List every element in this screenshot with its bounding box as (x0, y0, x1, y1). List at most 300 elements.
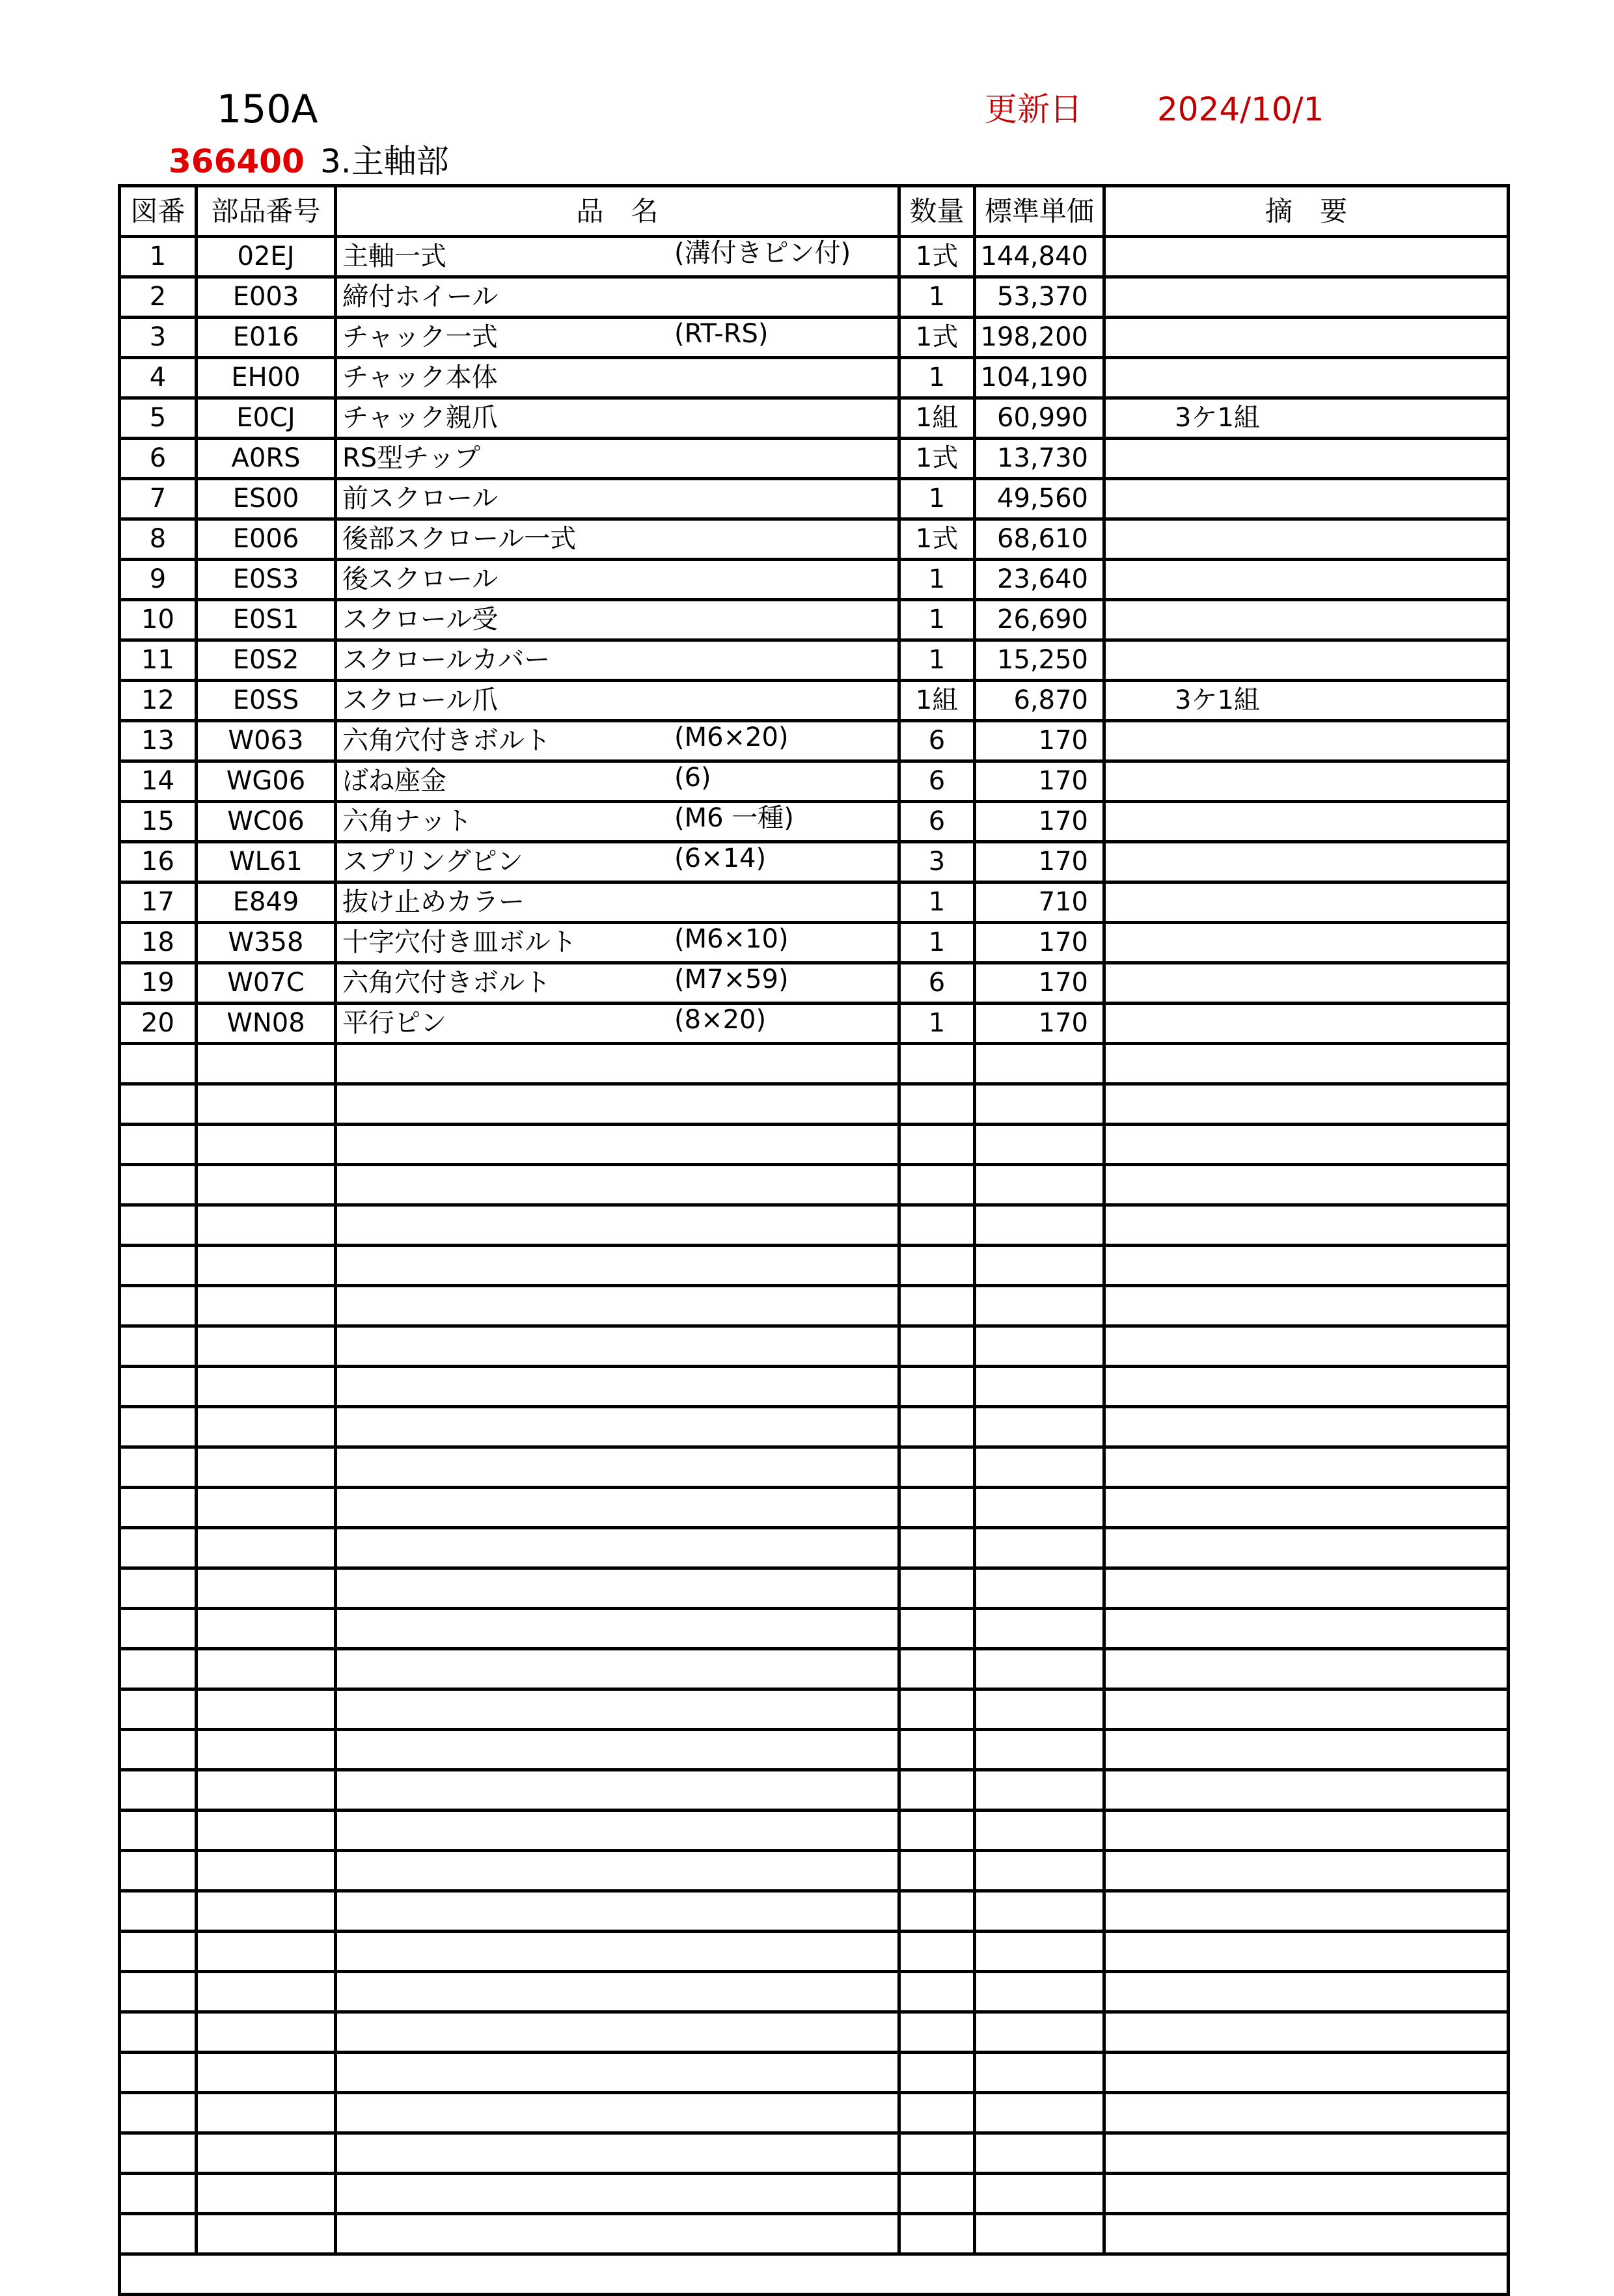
table-row (120, 1770, 1509, 1811)
item-name-cell (336, 1609, 899, 1649)
remarks-cell (1104, 2093, 1509, 2133)
part-number-cell (197, 1932, 336, 1972)
quantity-cell: 1式 (899, 519, 975, 560)
quantity-cell (899, 1851, 975, 1891)
part-number-cell (197, 2214, 336, 2254)
quantity-cell: 1組 (899, 398, 975, 439)
table-row (120, 1528, 1509, 1568)
remarks-cell (1104, 519, 1509, 560)
item-name-cell (336, 1125, 899, 1165)
part-number-cell (197, 1972, 336, 2012)
standard-price-cell (975, 1609, 1104, 1649)
standard-price-cell: 49,560 (975, 479, 1104, 519)
part-number-cell (197, 2174, 336, 2214)
remarks-cell (1104, 1811, 1509, 1851)
table-row (120, 1205, 1509, 1246)
quantity-cell: 6 (899, 761, 975, 802)
standard-price-cell: 60,990 (975, 398, 1104, 439)
figure-no-cell (120, 1286, 197, 1326)
table-row (120, 1488, 1509, 1528)
quantity-cell (899, 1730, 975, 1770)
table-row (120, 1972, 1509, 2012)
standard-price-cell (975, 2093, 1104, 2133)
figure-no-cell: 3 (120, 318, 197, 358)
item-name: チャック本体 (342, 362, 498, 392)
part-number-cell: WN08 (197, 1004, 336, 1044)
item-spec: (6) (674, 763, 711, 793)
table-row (120, 237, 1509, 277)
quantity-cell (899, 1044, 975, 1084)
table-row (120, 2133, 1509, 2174)
quantity-cell (899, 1125, 975, 1165)
figure-no-cell (120, 2012, 197, 2053)
part-number-cell (197, 1125, 336, 1165)
table-row (120, 2174, 1509, 2214)
part-number-cell: 02EJ (197, 237, 336, 277)
item-spec: (M6×20) (674, 722, 789, 752)
table-row (120, 1609, 1509, 1649)
standard-price-cell: 710 (975, 882, 1104, 923)
standard-price-cell: 170 (975, 802, 1104, 842)
part-number-cell: A0RS (197, 439, 336, 479)
figure-no-cell (120, 1367, 197, 1407)
remarks-cell (1104, 2214, 1509, 2254)
header-part-number: 部品番号 (197, 186, 336, 237)
remarks-cell (1104, 237, 1509, 277)
figure-no-cell (120, 1125, 197, 1165)
part-number-cell (197, 2093, 336, 2133)
figure-no-cell: 6 (120, 439, 197, 479)
item-name-cell (336, 1084, 899, 1125)
item-name-cell (336, 1004, 899, 1044)
part-number-cell (197, 1407, 336, 1447)
item-spec: (6×14) (674, 843, 767, 873)
standard-price-cell (975, 1568, 1104, 1609)
table-row (120, 2053, 1509, 2093)
quantity-cell (899, 2053, 975, 2093)
quantity-cell (899, 1447, 975, 1488)
quantity-cell (899, 1488, 975, 1528)
quantity-cell (899, 1326, 975, 1367)
remarks-cell (1104, 1326, 1509, 1367)
figure-no-cell (120, 1165, 197, 1205)
item-name: ばね座金 (342, 766, 446, 796)
item-name-cell (336, 842, 899, 882)
table-row (120, 1891, 1509, 1932)
model-name: 150A (217, 87, 318, 132)
item-name-cell (336, 2093, 899, 2133)
remarks-cell (1104, 2133, 1509, 2174)
part-number-cell (197, 1165, 336, 1205)
item-name: 六角穴付きボルト (342, 968, 551, 998)
item-name: 十字穴付き皿ボルト (342, 927, 577, 957)
figure-no-cell (120, 2174, 197, 2214)
quantity-cell (899, 1811, 975, 1851)
item-name: 後スクロール (342, 564, 499, 594)
standard-price-cell: 26,690 (975, 600, 1104, 640)
quantity-cell (899, 1689, 975, 1730)
item-name-cell (336, 1770, 899, 1811)
part-number-cell (197, 1609, 336, 1649)
item-name-cell (336, 882, 899, 923)
figure-no-cell: 20 (120, 1004, 197, 1044)
remarks-cell (1104, 1770, 1509, 1811)
standard-price-cell (975, 1165, 1104, 1205)
part-number-cell (197, 2053, 336, 2093)
remarks-cell (1104, 721, 1509, 761)
standard-price-cell (975, 1044, 1104, 1084)
standard-price-cell (975, 1972, 1104, 2012)
remarks-cell (1104, 640, 1509, 681)
item-name: スプリングピン (342, 847, 523, 877)
item-name-cell (336, 721, 899, 761)
item-name-cell (336, 1528, 899, 1568)
standard-price-cell: 144,840 (975, 237, 1104, 277)
figure-no-cell (120, 1528, 197, 1568)
quantity-cell (899, 1972, 975, 2012)
table-row (120, 398, 1509, 439)
quantity-cell (899, 1084, 975, 1125)
remarks-cell (1104, 1528, 1509, 1568)
figure-no-cell (120, 1609, 197, 1649)
item-name-cell (336, 1568, 899, 1609)
remarks-cell (1104, 1891, 1509, 1932)
part-number-cell: E0SS (197, 681, 336, 721)
item-name-cell (336, 560, 899, 600)
parts-code: 366400 (169, 143, 305, 180)
figure-no-cell (120, 1770, 197, 1811)
table-row (120, 1165, 1509, 1205)
table-row (120, 600, 1509, 640)
item-name-cell (336, 2012, 899, 2053)
standard-price-cell (975, 1851, 1104, 1891)
table-row (120, 439, 1509, 479)
figure-no-cell (120, 1205, 197, 1246)
part-number-cell: W07C (197, 963, 336, 1004)
item-name-cell (336, 1367, 899, 1407)
item-name-cell (336, 681, 899, 721)
part-number-cell (197, 1568, 336, 1609)
quantity-cell: 1 (899, 479, 975, 519)
item-name: スクロール爪 (342, 685, 499, 715)
table-footer-cell (120, 2254, 1509, 2295)
item-spec: (8×20) (674, 1005, 767, 1035)
figure-no-cell: 10 (120, 600, 197, 640)
item-name-cell (336, 802, 899, 842)
quantity-cell (899, 2133, 975, 2174)
item-name-cell (336, 318, 899, 358)
standard-price-cell: 170 (975, 923, 1104, 963)
table-row (120, 1004, 1509, 1044)
remarks-cell (1104, 2012, 1509, 2053)
remarks-cell (1104, 1730, 1509, 1770)
table-row (120, 1811, 1509, 1851)
part-number-cell (197, 1689, 336, 1730)
quantity-cell (899, 2093, 975, 2133)
part-number-cell (197, 1488, 336, 1528)
part-number-cell: W063 (197, 721, 336, 761)
quantity-cell (899, 1367, 975, 1407)
remarks-cell (1104, 1407, 1509, 1447)
remarks-cell: 3ケ1組 (1104, 681, 1509, 721)
figure-no-cell (120, 1689, 197, 1730)
remarks-cell (1104, 439, 1509, 479)
item-spec: (M6 一種) (674, 803, 794, 833)
item-name: スクロールカバー (342, 645, 551, 675)
item-name-cell (336, 923, 899, 963)
quantity-cell: 1 (899, 882, 975, 923)
item-name-cell (336, 1851, 899, 1891)
figure-no-cell (120, 1407, 197, 1447)
item-name-cell (336, 1649, 899, 1689)
remarks-cell (1104, 600, 1509, 640)
item-name-cell (336, 963, 899, 1004)
remarks-cell (1104, 1447, 1509, 1488)
part-number-cell (197, 1286, 336, 1326)
figure-no-cell (120, 1649, 197, 1689)
item-name-cell (336, 277, 899, 318)
quantity-cell (899, 1165, 975, 1205)
item-name-cell (336, 640, 899, 681)
table-row (120, 479, 1509, 519)
remarks-cell (1104, 1004, 1509, 1044)
standard-price-cell: 170 (975, 761, 1104, 802)
remarks-cell (1104, 1488, 1509, 1528)
table-row (120, 1649, 1509, 1689)
item-name-cell (336, 1286, 899, 1326)
quantity-cell: 1式 (899, 318, 975, 358)
table-row (120, 721, 1509, 761)
item-name-cell (336, 2174, 899, 2214)
table-row (120, 318, 1509, 358)
remarks-cell (1104, 1649, 1509, 1689)
header-standard-price: 標準単価 (975, 186, 1104, 237)
table-row (120, 1730, 1509, 1770)
item-name-cell (336, 2133, 899, 2174)
part-number-cell: E0CJ (197, 398, 336, 439)
item-spec: (M7×59) (674, 964, 789, 994)
table-row (120, 923, 1509, 963)
standard-price-cell: 15,250 (975, 640, 1104, 681)
item-spec: (溝付きピン付) (674, 238, 851, 268)
header-remarks: 摘 要 (1104, 186, 1509, 237)
item-name: チャック親爪 (342, 403, 498, 433)
item-name-cell (336, 1407, 899, 1447)
part-number-cell (197, 2133, 336, 2174)
part-number-cell: WG06 (197, 761, 336, 802)
quantity-cell (899, 2012, 975, 2053)
part-number-cell: E003 (197, 277, 336, 318)
standard-price-cell (975, 2214, 1104, 2254)
remarks-cell (1104, 2053, 1509, 2093)
standard-price-cell: 170 (975, 1004, 1104, 1044)
header-item-name: 品 名 (336, 186, 899, 237)
quantity-cell: 1式 (899, 439, 975, 479)
part-number-cell (197, 1851, 336, 1891)
figure-no-cell (120, 1932, 197, 1972)
part-number-cell: W358 (197, 923, 336, 963)
remarks-cell (1104, 1689, 1509, 1730)
table-row (120, 1125, 1509, 1165)
figure-no-cell (120, 1972, 197, 2012)
standard-price-cell: 170 (975, 721, 1104, 761)
part-number-cell: E006 (197, 519, 336, 560)
remarks-cell (1104, 318, 1509, 358)
table-row (120, 519, 1509, 560)
quantity-cell (899, 1528, 975, 1568)
header-figure-no: 図番 (120, 186, 197, 237)
remarks-cell: 3ケ1組 (1104, 398, 1509, 439)
table-row (120, 963, 1509, 1004)
figure-no-cell: 15 (120, 802, 197, 842)
item-name: スクロール受 (342, 605, 499, 635)
part-number-cell (197, 1044, 336, 1084)
quantity-cell (899, 1770, 975, 1811)
item-name: 前スクロール (342, 484, 499, 513)
figure-no-cell: 18 (120, 923, 197, 963)
quantity-cell: 1 (899, 640, 975, 681)
figure-no-cell (120, 1246, 197, 1286)
figure-no-cell (120, 2053, 197, 2093)
quantity-cell: 1 (899, 923, 975, 963)
figure-no-cell: 16 (120, 842, 197, 882)
table-row (120, 2093, 1509, 2133)
standard-price-cell (975, 2174, 1104, 2214)
standard-price-cell (975, 1649, 1104, 1689)
part-number-cell (197, 1770, 336, 1811)
quantity-cell (899, 2174, 975, 2214)
item-name-cell (336, 600, 899, 640)
quantity-cell: 1 (899, 600, 975, 640)
standard-price-cell (975, 1932, 1104, 1972)
table-row (120, 1367, 1509, 1407)
part-number-cell: E0S3 (197, 560, 336, 600)
figure-no-cell (120, 1447, 197, 1488)
item-name: RS型チップ (342, 443, 480, 473)
header-quantity: 数量 (899, 186, 975, 237)
part-number-cell (197, 2012, 336, 2053)
standard-price-cell: 23,640 (975, 560, 1104, 600)
table-row (120, 1044, 1509, 1084)
part-number-cell (197, 1326, 336, 1367)
table-row (120, 277, 1509, 318)
standard-price-cell: 13,730 (975, 439, 1104, 479)
remarks-cell (1104, 1044, 1509, 1084)
item-name-cell (336, 1165, 899, 1205)
part-number-cell: E849 (197, 882, 336, 923)
standard-price-cell: 170 (975, 963, 1104, 1004)
table-row (120, 358, 1509, 398)
standard-price-cell (975, 1367, 1104, 1407)
figure-no-cell (120, 1488, 197, 1528)
table-row (120, 1286, 1509, 1326)
standard-price-cell: 68,610 (975, 519, 1104, 560)
standard-price-cell: 53,370 (975, 277, 1104, 318)
item-name-cell (336, 398, 899, 439)
item-name: 六角ナット (342, 806, 472, 836)
remarks-cell (1104, 1851, 1509, 1891)
figure-no-cell (120, 2093, 197, 2133)
remarks-cell (1104, 1568, 1509, 1609)
update-date: 2024/10/1 (1157, 90, 1324, 128)
table-row (120, 1851, 1509, 1891)
quantity-cell: 1式 (899, 237, 975, 277)
item-name: 締付ホイール (342, 282, 499, 312)
standard-price-cell: 198,200 (975, 318, 1104, 358)
item-name-cell (336, 1488, 899, 1528)
remarks-cell (1104, 2174, 1509, 2214)
remarks-cell (1104, 963, 1509, 1004)
part-number-cell (197, 1730, 336, 1770)
remarks-cell (1104, 479, 1509, 519)
figure-no-cell: 13 (120, 721, 197, 761)
quantity-cell (899, 1932, 975, 1972)
figure-no-cell (120, 1326, 197, 1367)
item-name: 抜け止めカラー (342, 887, 525, 917)
part-number-cell (197, 1811, 336, 1851)
table-row (120, 1932, 1509, 1972)
quantity-cell: 1組 (899, 681, 975, 721)
figure-no-cell: 8 (120, 519, 197, 560)
table-row (120, 1246, 1509, 1286)
item-name-cell (336, 439, 899, 479)
table-row (120, 1689, 1509, 1730)
part-number-cell (197, 1649, 336, 1689)
figure-no-cell: 17 (120, 882, 197, 923)
standard-price-cell (975, 1286, 1104, 1326)
part-number-cell: ES00 (197, 479, 336, 519)
remarks-cell (1104, 1125, 1509, 1165)
item-name-cell (336, 519, 899, 560)
remarks-cell (1104, 923, 1509, 963)
item-name: 六角穴付きボルト (342, 726, 551, 756)
quantity-cell: 1 (899, 277, 975, 318)
part-number-cell (197, 1246, 336, 1286)
figure-no-cell: 9 (120, 560, 197, 600)
quantity-cell: 1 (899, 358, 975, 398)
remarks-cell (1104, 1084, 1509, 1125)
standard-price-cell (975, 1205, 1104, 1246)
part-number-cell: E016 (197, 318, 336, 358)
standard-price-cell (975, 1246, 1104, 1286)
item-name-cell (336, 1326, 899, 1367)
table-row (120, 882, 1509, 923)
update-date-label: 更新日 (985, 90, 1082, 128)
table-row (120, 640, 1509, 681)
table-row (120, 1568, 1509, 1609)
item-name-cell (336, 358, 899, 398)
table-row (120, 802, 1509, 842)
item-name-cell (336, 479, 899, 519)
quantity-cell (899, 1609, 975, 1649)
figure-no-cell (120, 2133, 197, 2174)
quantity-cell (899, 1246, 975, 1286)
standard-price-cell (975, 1528, 1104, 1568)
item-name-cell (336, 237, 899, 277)
part-number-cell: E0S2 (197, 640, 336, 681)
standard-price-cell (975, 2133, 1104, 2174)
item-name-cell (336, 761, 899, 802)
standard-price-cell: 104,190 (975, 358, 1104, 398)
part-number-cell: WL61 (197, 842, 336, 882)
item-name: 平行ピン (342, 1008, 446, 1038)
standard-price-cell (975, 1811, 1104, 1851)
item-name: 主軸一式 (342, 241, 446, 271)
part-number-cell: EH00 (197, 358, 336, 398)
quantity-cell: 6 (899, 802, 975, 842)
item-name-cell (336, 1891, 899, 1932)
item-name-cell (336, 1972, 899, 2012)
